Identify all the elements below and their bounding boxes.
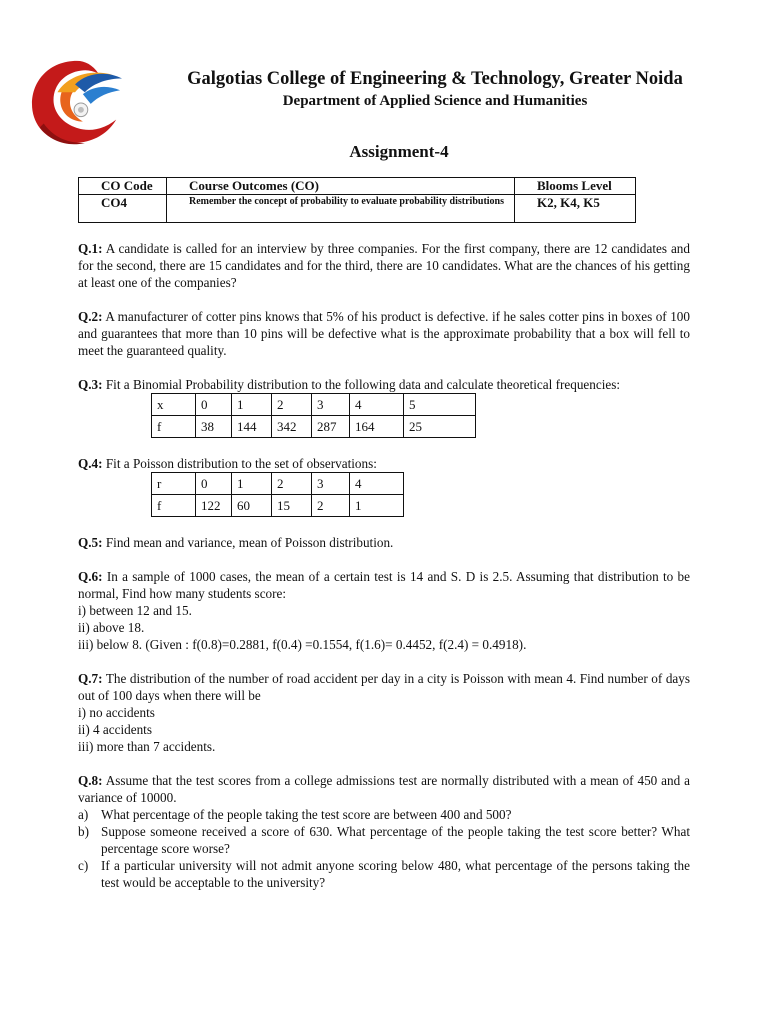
blooms-level-header: Blooms Level (515, 178, 636, 195)
sub-item-label: b) (78, 824, 89, 839)
question-2 (78, 308, 690, 359)
table-cell: 3 (312, 473, 350, 495)
question-text: A manufacturer of cotter pins knows that 5% of his product is defective. if he sales cotter pins in boxes of 100 and guarantees that more than 10 pins will be defective what is the approximate probability that a box will fell to meet the guaranteed quality. (78, 309, 690, 358)
poisson-data-table (151, 472, 404, 517)
table-cell: 2 (312, 495, 350, 517)
question-text: The distribution of the number of road accident per day in a city is Poisson with mean 4. Find number of days out of 100 days when there will be (78, 671, 690, 703)
sub-item (78, 806, 690, 823)
course-outcome-header: Course Outcomes (CO) (167, 178, 515, 195)
table-cell: 38 (196, 416, 232, 438)
question-8 (78, 772, 690, 891)
sub-item: i) no accidents (78, 705, 155, 720)
blooms-level-cell: K2, K4, K5 (515, 195, 636, 223)
table-cell: f (152, 495, 196, 517)
table-cell: 0 (196, 473, 232, 495)
question-5 (78, 534, 690, 551)
sub-item: i) between 12 and 15. (78, 603, 192, 618)
question-text: Find mean and variance, mean of Poisson distribution. (102, 535, 394, 550)
co-code-header: CO Code (79, 178, 167, 195)
table-cell: 342 (272, 416, 312, 438)
table-cell: 2 (272, 394, 312, 416)
table-cell: 4 (350, 394, 404, 416)
table-cell: 25 (404, 416, 476, 438)
question-label: Q.5: (78, 535, 103, 550)
table-row (152, 416, 476, 438)
sub-item (78, 823, 690, 857)
table-cell: 15 (272, 495, 312, 517)
question-label: Q.8: (78, 773, 103, 788)
table-cell: 4 (350, 473, 404, 495)
sub-item-text: What percentage of the people taking the test score are between 400 and 500? (101, 807, 512, 822)
co-table-row (79, 195, 636, 223)
table-cell: r (152, 473, 196, 495)
sub-item-label: a) (78, 807, 89, 822)
question-label: Q.4: (78, 456, 103, 471)
page-header (130, 68, 740, 111)
table-cell: 164 (350, 416, 404, 438)
table-cell: 1 (232, 473, 272, 495)
sub-item-text: Suppose someone received a score of 630. What percentage of the people taking the test score better? What percentage score worse? (101, 824, 690, 856)
course-outcome-cell: Remember the concept of probability to evaluate probability distributions (167, 195, 515, 223)
question-label: Q.2: (78, 309, 103, 324)
sub-item: ii) 4 accidents (78, 722, 152, 737)
table-cell: 0 (196, 394, 232, 416)
table-cell: x (152, 394, 196, 416)
question-label: Q.7: (78, 671, 103, 686)
question-text: A candidate is called for an interview by three companies. For the first company, there are 12 candidates and for the second, there are 15 candidates and for the third, there are 10 candidates. What are the chances of his getting at least one of the companies? (78, 241, 690, 290)
question-3 (78, 376, 690, 438)
co-code-cell: CO4 (79, 195, 167, 223)
table-cell: 287 (312, 416, 350, 438)
table-cell: 122 (196, 495, 232, 517)
question-text: Assume that the test scores from a college admissions test are normally distributed with a mean of 450 and a variance of 10000. (78, 773, 690, 805)
table-row (152, 495, 404, 517)
question-text: Fit a Binomial Probability distribution to the following data and calculate theoretical frequencies: (102, 377, 621, 392)
table-row (152, 394, 476, 416)
question-label: Q.1: (78, 241, 103, 256)
table-cell: 1 (350, 495, 404, 517)
question-1 (78, 240, 690, 291)
sub-item-label: c) (78, 858, 89, 873)
table-cell: 144 (232, 416, 272, 438)
sub-item: iii) more than 7 accidents. (78, 739, 216, 754)
table-cell: 5 (404, 394, 476, 416)
question-text: In a sample of 1000 cases, the mean of a certain test is 14 and S. D is 2.5. Assuming that distribution to be normal, Find how many students score: (78, 569, 690, 601)
table-row (152, 473, 404, 495)
question-label: Q.6: (78, 569, 103, 584)
assignment-title: Assignment-4 (349, 142, 449, 161)
galgotias-logo-icon (28, 55, 126, 147)
department-name: Department of Applied Science and Humanities (282, 93, 588, 109)
table-cell: 1 (232, 394, 272, 416)
sub-item-text: If a particular university will not admit anyone scoring below 480, what percentage of the persons taking the test would be acceptable to the university? (101, 858, 690, 890)
sub-item (78, 857, 690, 891)
question-7 (78, 670, 690, 755)
question-label: Q.3: (78, 377, 103, 392)
question-4 (78, 455, 690, 517)
table-cell: f (152, 416, 196, 438)
course-outcome-table (78, 177, 636, 223)
table-cell: 2 (272, 473, 312, 495)
table-cell: 3 (312, 394, 350, 416)
questions-section (78, 240, 690, 908)
sub-item: iii) below 8. (Given : f(0.8)=0.2881, f(0.4) =0.1554, f(1.6)= 0.4452, f(2.4) = 0.4918). (78, 637, 527, 652)
co-table-header-row (79, 178, 636, 195)
sub-item: ii) above 18. (78, 620, 145, 635)
question-text: Fit a Poisson distribution to the set of observations: (102, 456, 377, 471)
question-6 (78, 568, 690, 653)
college-name: Galgotias College of Engineering & Technology, Greater Noida (187, 69, 683, 89)
table-cell: 60 (232, 495, 272, 517)
binomial-data-table (151, 393, 476, 438)
